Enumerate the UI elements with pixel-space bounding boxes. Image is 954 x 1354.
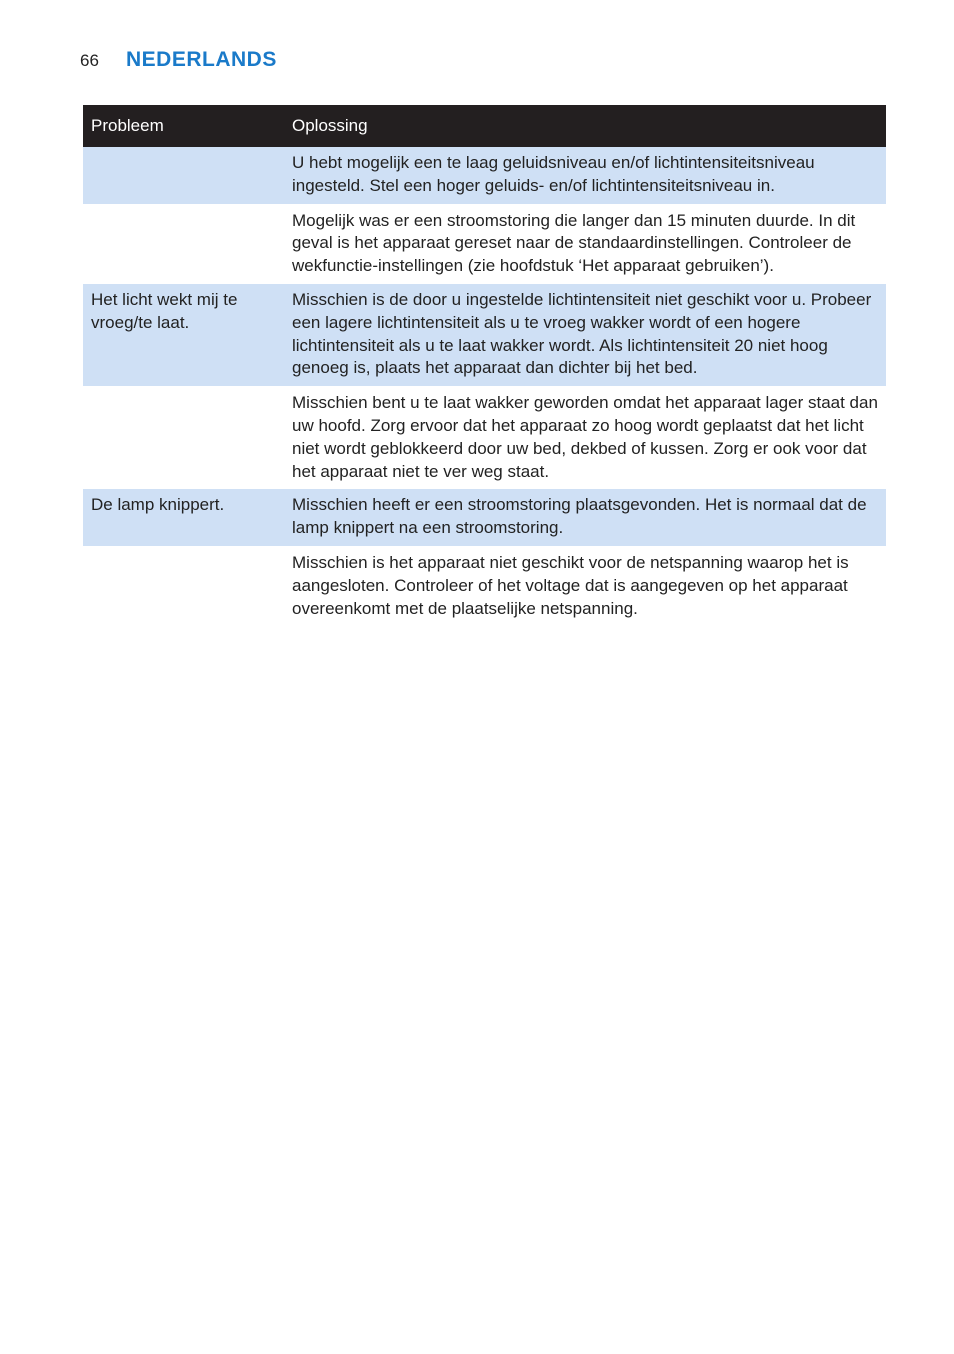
table-header-row — [83, 105, 886, 147]
solution-cell: Misschien is de door u ingestelde lichtintensiteit niet geschikt voor u. Probeer een lagere lichtintensiteit als u te vroeg wakker wordt of een hogere lichtintensiteit als u te laat wakker wordt. Als lichtintensiteit 20 niet hoog genoeg is, plaats het apparaat dan dichter bij het bed. — [284, 284, 886, 387]
page-header — [80, 48, 277, 74]
problem-cell — [83, 546, 284, 626]
column-header-problem: Probleem — [83, 105, 284, 147]
table-row — [83, 147, 886, 204]
solution-cell: Misschien is het apparaat niet geschikt voor de netspanning waarop het is aangesloten. Controleer of het voltage dat is aangegeven op het apparaat overeenkomt met de plaatselijke netspanning. — [284, 546, 886, 626]
section-title: NEDERLANDS — [126, 48, 277, 71]
solution-cell: Misschien heeft er een stroomstoring plaatsgevonden. Het is normaal dat de lamp knippert na een stroomstoring. — [284, 489, 886, 546]
solution-cell: Misschien bent u te laat wakker geworden omdat het apparaat lager staat dan uw hoofd. Zorg ervoor dat het apparaat zo hoog wordt geplaatst dat het licht niet wordt geblokkeerd door uw bed, dekbed of kussen. Zorg er ook voor dat het apparaat niet te ver weg staat. — [284, 387, 886, 490]
problem-cell — [83, 204, 284, 284]
problem-cell: Het licht wekt mij te vroeg/te laat. — [83, 284, 284, 387]
solution-cell: Mogelijk was er een stroomstoring die langer dan 15 minuten duurde. In dit geval is het apparaat gereset naar de standaardinstellingen. Controleer de wekfunctie-instellingen (zie hoofdstuk ‘Het apparaat gebruiken’). — [284, 204, 886, 284]
table-row — [83, 204, 886, 284]
troubleshooting-table — [83, 105, 886, 626]
problem-cell: De lamp knippert. — [83, 489, 284, 546]
table-row — [83, 387, 886, 490]
solution-cell: U hebt mogelijk een te laag geluidsniveau en/of lichtintensiteitsniveau ingesteld. Stel een hoger geluids- en/of lichtintensiteitsniveau in. — [284, 147, 886, 204]
table-row — [83, 489, 886, 546]
column-header-solution: Oplossing — [284, 105, 886, 147]
table-row — [83, 284, 886, 387]
page-number: 66 — [80, 51, 99, 70]
problem-cell — [83, 147, 284, 204]
table-row — [83, 546, 886, 626]
problem-cell — [83, 387, 284, 490]
